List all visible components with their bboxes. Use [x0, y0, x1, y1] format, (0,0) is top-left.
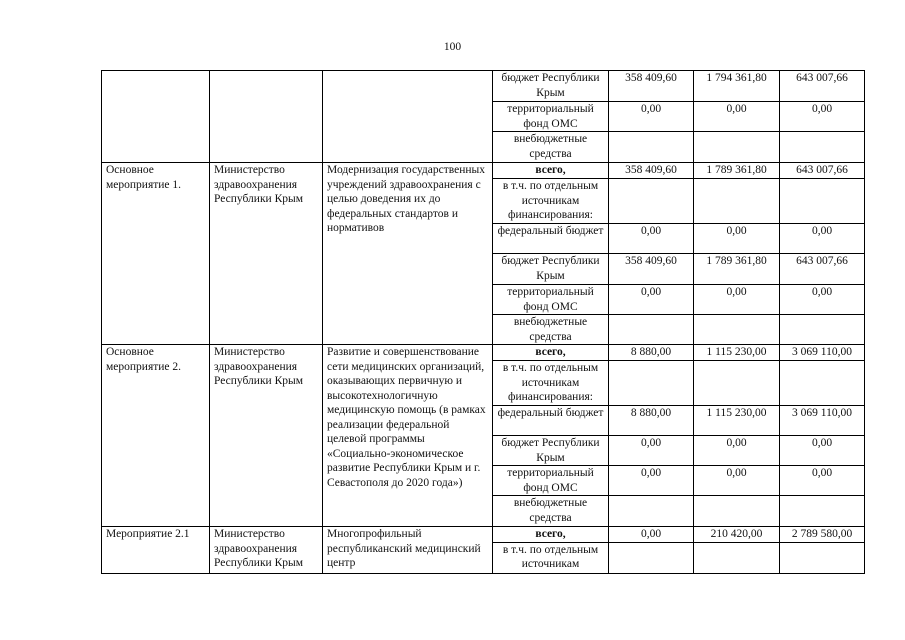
table-row [102, 345, 865, 361]
activity-description-cell: Многопрофильный республиканский медицинский центр [323, 527, 493, 574]
amount-year-1: 8 880,00 [609, 345, 694, 361]
table-row [102, 527, 865, 543]
amount-year-3 [780, 496, 865, 527]
amount-year-1: 0,00 [609, 102, 694, 132]
funding-source-cell: внебюджетные средства [493, 315, 609, 345]
funding-source-cell: федеральный бюджет [493, 406, 609, 436]
amount-year-1 [609, 542, 694, 573]
amount-year-1 [609, 315, 694, 345]
amount-year-2 [694, 132, 780, 163]
amount-year-2 [694, 496, 780, 527]
funding-source-cell: бюджет Республики Крым [493, 71, 609, 102]
amount-year-3: 3 069 110,00 [780, 406, 865, 436]
amount-year-1: 0,00 [609, 224, 694, 254]
table-row [102, 163, 865, 179]
amount-year-3: 643 007,66 [780, 71, 865, 102]
amount-year-2: 0,00 [694, 436, 780, 466]
funding-source-total: всего, [493, 345, 609, 361]
amount-year-3: 0,00 [780, 285, 865, 315]
funding-source-cell: внебюджетные средства [493, 132, 609, 163]
amount-year-2: 0,00 [694, 224, 780, 254]
funding-source-cell: бюджет Республики Крым [493, 254, 609, 285]
amount-year-2 [694, 315, 780, 345]
amount-year-1: 358 409,60 [609, 163, 694, 179]
amount-year-1: 358 409,60 [609, 71, 694, 102]
amount-year-1: 8 880,00 [609, 406, 694, 436]
funding-source-cell: в т.ч. по отдельным источникам финансирования: [493, 361, 609, 406]
funding-source-cell: территориальный фонд ОМС [493, 285, 609, 315]
activity-name-cell [102, 71, 210, 163]
amount-year-3 [780, 132, 865, 163]
amount-year-2: 1 115 230,00 [694, 345, 780, 361]
amount-year-3: 3 069 110,00 [780, 345, 865, 361]
activity-description-cell [323, 71, 493, 163]
amount-year-3: 2 789 580,00 [780, 527, 865, 543]
funding-source-cell: бюджет Республики Крым [493, 436, 609, 466]
activity-name-cell: Мероприятие 2.1 [102, 527, 210, 574]
amount-year-1 [609, 361, 694, 406]
amount-year-2 [694, 179, 780, 224]
amount-year-3 [780, 315, 865, 345]
amount-year-2: 1 789 361,80 [694, 254, 780, 285]
funding-source-cell: территориальный фонд ОМС [493, 466, 609, 496]
funding-source-cell: в т.ч. по отдельным источникам [493, 542, 609, 573]
funding-source-cell: внебюджетные средства [493, 496, 609, 527]
amount-year-3: 0,00 [780, 466, 865, 496]
funding-source-cell: федеральный бюджет [493, 224, 609, 254]
responsible-org-cell: Министерство здравоохранения Республики Крым [210, 345, 323, 527]
responsible-org-cell: Министерство здравоохранения Республики Крым [210, 163, 323, 345]
amount-year-3 [780, 542, 865, 573]
activity-name-cell: Основное мероприятие 1. [102, 163, 210, 345]
amount-year-3: 643 007,66 [780, 254, 865, 285]
amount-year-1: 0,00 [609, 285, 694, 315]
amount-year-2: 0,00 [694, 102, 780, 132]
amount-year-3: 0,00 [780, 102, 865, 132]
amount-year-1: 0,00 [609, 527, 694, 543]
funding-source-total: всего, [493, 163, 609, 179]
amount-year-3: 643 007,66 [780, 163, 865, 179]
table-row [102, 71, 865, 102]
amount-year-1 [609, 496, 694, 527]
amount-year-1: 0,00 [609, 436, 694, 466]
funding-source-total: всего, [493, 527, 609, 543]
amount-year-3: 0,00 [780, 436, 865, 466]
amount-year-1: 0,00 [609, 466, 694, 496]
budget-table [101, 70, 865, 574]
funding-source-cell: территориальный фонд ОМС [493, 102, 609, 132]
amount-year-1: 358 409,60 [609, 254, 694, 285]
activity-description-cell: Модернизация государственных учреждений здравоохранения с целью доведения их до федеральных стандартов и нормативов [323, 163, 493, 345]
amount-year-2: 1 115 230,00 [694, 406, 780, 436]
amount-year-2: 210 420,00 [694, 527, 780, 543]
amount-year-3 [780, 361, 865, 406]
amount-year-2 [694, 361, 780, 406]
amount-year-2: 0,00 [694, 466, 780, 496]
responsible-org-cell: Министерство здравоохранения Республики Крым [210, 527, 323, 574]
amount-year-3: 0,00 [780, 224, 865, 254]
activity-description-cell: Развитие и совершенствование сети медицинских организаций, оказывающих первичную и высокотехнологичную медицинскую помощь (в рамках реализации федеральной целевой программы «Социально-экономическое развитие Республики Крым и г. Севастополя до 2020 года») [323, 345, 493, 527]
funding-source-cell: в т.ч. по отдельным источникам финансирования: [493, 179, 609, 224]
amount-year-2 [694, 542, 780, 573]
amount-year-2: 1 789 361,80 [694, 163, 780, 179]
responsible-org-cell [210, 71, 323, 163]
page-number: 100 [443, 41, 462, 53]
amount-year-3 [780, 179, 865, 224]
amount-year-1 [609, 132, 694, 163]
amount-year-2: 1 794 361,80 [694, 71, 780, 102]
activity-name-cell: Основное мероприятие 2. [102, 345, 210, 527]
amount-year-1 [609, 179, 694, 224]
amount-year-2: 0,00 [694, 285, 780, 315]
